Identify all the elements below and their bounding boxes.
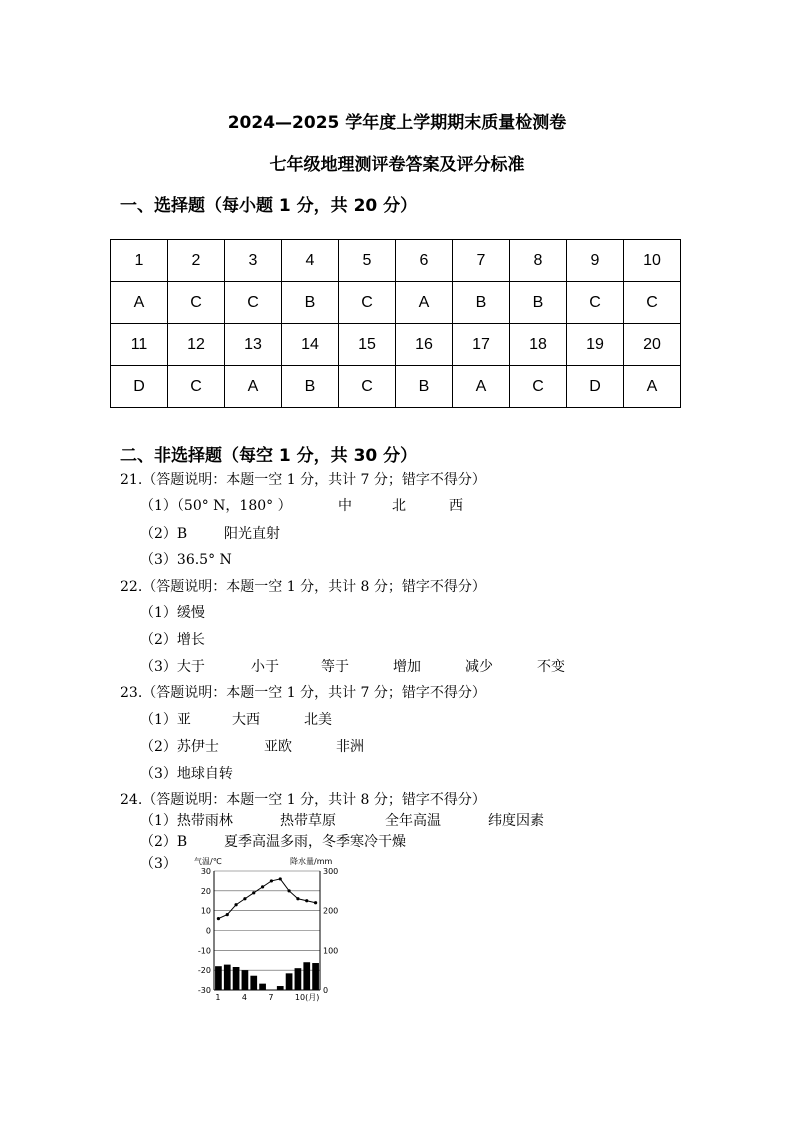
answer-cell: D [111, 366, 168, 408]
question-number-cell: 18 [510, 324, 567, 366]
precipitation-bar [286, 973, 293, 990]
x-tick-label: 4 [241, 993, 248, 1002]
exam-title: 2024—2025 学年度上学期期末质量检测卷 [227, 113, 567, 133]
precipitation-bar [259, 984, 266, 990]
temperature-point [305, 899, 308, 902]
answer-cell: B [282, 282, 339, 324]
question-number-cell: 4 [282, 240, 339, 282]
temperature-point [296, 897, 299, 900]
q24-note: 24.（答题说明：本题一空 1 分，共计 8 分；错字不得分） [120, 792, 486, 808]
answer-text: （2）B [140, 526, 188, 542]
x-tick-label: 10(月) [294, 993, 320, 1002]
right-tick-label: 300 [323, 867, 339, 876]
precipitation-bar [215, 966, 222, 990]
answer-text: 减少 [465, 659, 493, 675]
answer-text: 增加 [393, 659, 421, 675]
answer-text: （3）地球自转 [140, 766, 233, 782]
answer-cell: A [396, 282, 453, 324]
answer-text: （1）热带雨林 [140, 813, 233, 829]
climate-chart [190, 853, 350, 1003]
question-number-cell: 13 [225, 324, 282, 366]
question-number-cell: 8 [510, 240, 567, 282]
answer-text: 大西 [232, 712, 260, 728]
answer-cell: B [510, 282, 567, 324]
question-number-cell: 6 [396, 240, 453, 282]
precipitation-bar [303, 962, 310, 990]
answer-row [111, 282, 681, 324]
temperature-point [217, 917, 220, 920]
answer-cell: C [168, 282, 225, 324]
precipitation-bar [224, 965, 231, 990]
temperature-line [218, 879, 315, 919]
answer-text: 非洲 [336, 739, 364, 755]
q22-note: 22.（答题说明：本题一空 1 分，共计 8 分；错字不得分） [120, 579, 486, 595]
precipitation-bar [233, 967, 240, 990]
answer-cell: C [510, 366, 567, 408]
answer-text: 中 [338, 498, 352, 514]
answer-text: 北美 [304, 712, 332, 728]
answer-cell: A [624, 366, 681, 408]
temperature-point [314, 901, 317, 904]
answer-table [110, 239, 681, 408]
exam-subtitle: 七年级地理测评卷答案及评分标准 [269, 155, 525, 175]
left-tick-label: -20 [197, 966, 211, 976]
question-number-cell: 2 [168, 240, 225, 282]
precipitation-bar [312, 963, 319, 990]
x-tick-label: 7 [268, 993, 274, 1002]
answer-text: （3）36.5° N [140, 552, 232, 568]
temperature-point [243, 897, 246, 900]
left-tick-label: 10 [200, 906, 211, 916]
question-number-row [111, 240, 681, 282]
left-tick-label: -10 [197, 946, 211, 956]
answer-cell: A [111, 282, 168, 324]
answer-row [111, 366, 681, 408]
left-tick-label: -30 [197, 986, 211, 995]
answer-text: （1）（50° N，180° ） [140, 498, 292, 514]
answer-cell: C [339, 366, 396, 408]
answer-text: （2）B [140, 834, 188, 850]
answer-text: 热带草原 [280, 813, 336, 829]
answer-cell: B [396, 366, 453, 408]
answer-cell: A [453, 366, 510, 408]
answer-text: （3）大于 [140, 659, 205, 675]
left-axis-label: 气温/℃ [194, 857, 222, 866]
right-tick-label: 100 [323, 946, 339, 956]
question-number-cell: 3 [225, 240, 282, 282]
right-tick-label: 0 [323, 986, 329, 995]
temperature-point [226, 913, 229, 916]
q21-note: 21.（答题说明：本题一空 1 分，共计 7 分；错字不得分） [120, 472, 486, 488]
question-number-cell: 9 [567, 240, 624, 282]
answer-text: （3） [140, 856, 177, 872]
precipitation-bar [295, 968, 302, 990]
temperature-point [261, 885, 264, 888]
section2-heading: 二、非选择题（每空 1 分，共 30 分） [120, 446, 418, 466]
answer-cell: B [282, 366, 339, 408]
answer-text: （1）缓慢 [140, 605, 205, 621]
temperature-point [287, 889, 290, 892]
question-number-cell: 12 [168, 324, 225, 366]
question-number-cell: 5 [339, 240, 396, 282]
answer-cell: A [225, 366, 282, 408]
answer-text: 北 [392, 498, 406, 514]
question-number-cell: 19 [567, 324, 624, 366]
question-number-cell: 14 [282, 324, 339, 366]
answer-text: （2）增长 [140, 632, 205, 648]
right-tick-label: 200 [323, 906, 339, 916]
temperature-point [252, 891, 255, 894]
temperature-point [279, 877, 282, 880]
precipitation-bar [242, 970, 249, 990]
question-number-cell: 16 [396, 324, 453, 366]
left-tick-label: 30 [200, 867, 211, 876]
question-number-cell: 7 [453, 240, 510, 282]
question-number-cell: 15 [339, 324, 396, 366]
left-tick-label: 20 [200, 886, 211, 896]
answer-text: 纬度因素 [488, 813, 544, 829]
temperature-point [234, 903, 237, 906]
left-tick-label: 0 [205, 926, 211, 936]
question-number-row [111, 324, 681, 366]
answer-cell: D [567, 366, 624, 408]
answer-cell: C [339, 282, 396, 324]
x-tick-label: 1 [215, 993, 221, 1002]
answer-cell: B [453, 282, 510, 324]
question-number-cell: 20 [624, 324, 681, 366]
answer-text: （2）苏伊士 [140, 739, 219, 755]
answer-cell: C [567, 282, 624, 324]
answer-cell: C [168, 366, 225, 408]
answer-text: 等于 [321, 659, 349, 675]
precipitation-bar [277, 986, 284, 990]
answer-text: 小于 [251, 659, 279, 675]
answer-text: 亚欧 [264, 739, 292, 755]
section1-heading: 一、选择题（每小题 1 分，共 20 分） [120, 196, 418, 216]
right-axis-label: 降水量/mm [290, 857, 333, 866]
question-number-cell: 17 [453, 324, 510, 366]
q23-note: 23.（答题说明：本题一空 1 分，共计 7 分；错字不得分） [120, 685, 486, 701]
answer-cell: C [624, 282, 681, 324]
question-number-cell: 11 [111, 324, 168, 366]
answer-text: 西 [449, 498, 463, 514]
temperature-point [270, 879, 273, 882]
question-number-cell: 10 [624, 240, 681, 282]
answer-text: 不变 [537, 659, 565, 675]
question-number-cell: 1 [111, 240, 168, 282]
precipitation-bar [250, 976, 257, 990]
answer-text: （1）亚 [140, 712, 191, 728]
answer-text: 阳光直射 [224, 526, 280, 542]
answer-cell: C [225, 282, 282, 324]
answer-text: 全年高温 [385, 813, 441, 829]
answer-text: 夏季高温多雨，冬季寒冷干燥 [224, 834, 406, 850]
